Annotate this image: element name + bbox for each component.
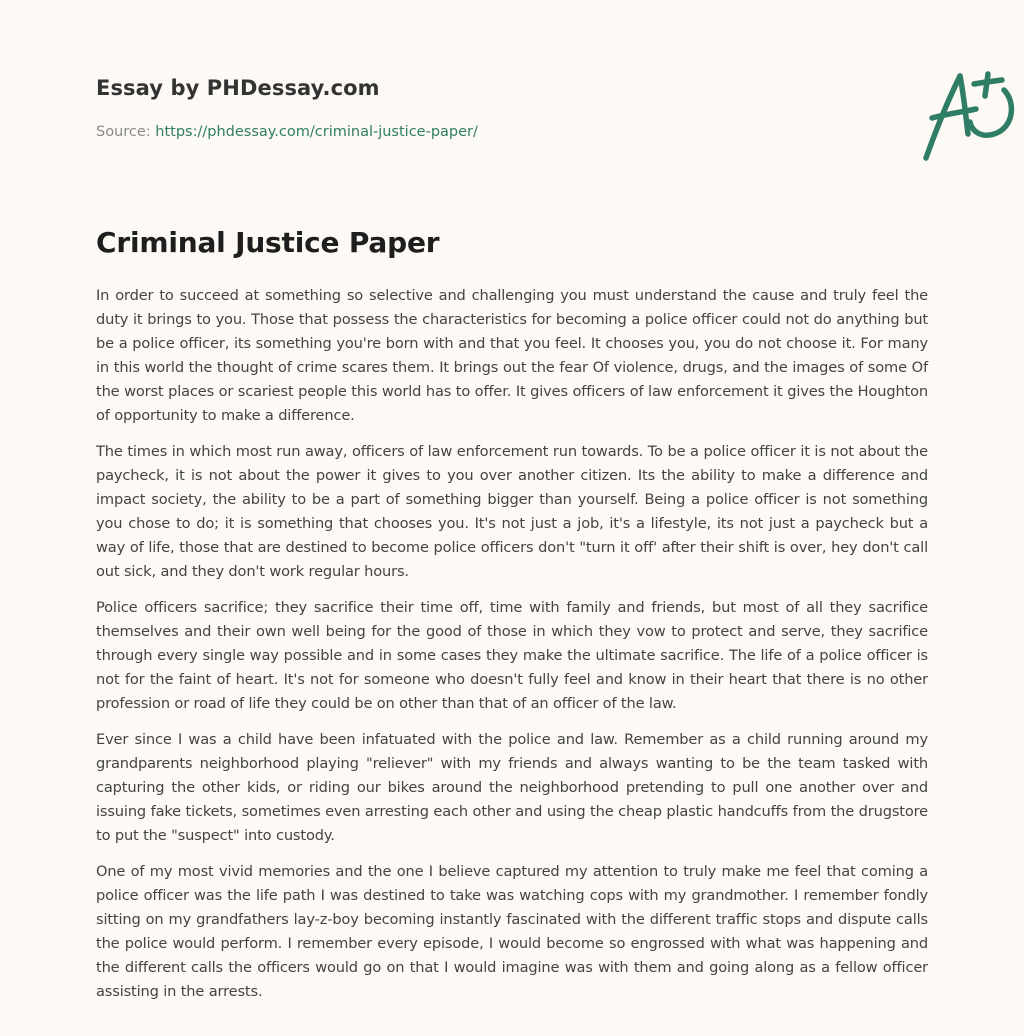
- essay-paragraph: In order to succeed at something so selective and challenging you must understand the cause and truly feel the duty it brings to you. Those that possess the characteristics for becoming a police officer could not do anything but be a police officer, its something you're born with and that you feel. It chooses you, you do not choose it. For many in this world the thought of crime scares them. It brings out the fear Of violence, drugs, and the images of some Of the worst places or scariest people this world has to offer. It gives officers of law enforcement it gives the Houghton of opportunity to make a difference.: [96, 287, 928, 424]
- essay-paragraph: The times in which most run away, officers of law enforcement run towards. To be a police officer it is not about the paycheck, it is not about the power it gives to you over another citizen. Its the ability to make a difference and impact society, the ability to be a part of something bigger than yourself. Being a police officer is not something you chose to do; it is something that chooses you. It's not just a job, it's a lifestyle, its not just a paycheck but a way of life, those that are destined to become police officers don't "turn it off' after their shift is over, hey don't call out sick, and they don't work regular hours.: [96, 443, 928, 580]
- site-brand: Essay by PHDessay.com: [96, 76, 380, 100]
- essay-paragraph: Ever since I was a child have been infatuated with the police and law. Remember as a child running around my grandparents neighborhood playing "reliever" with my friends and always wanting to be the team tasked with capturing the other kids, or riding our bikes around the neighborhood pretending to pull one another over and issuing fake tickets, sometimes even arresting each other and using the cheap plastic handcuffs from the drugstore to put the "suspect" into custody.: [96, 731, 928, 844]
- source-line: [96, 124, 478, 140]
- essay-paragraph: One of my most vivid memories and the one I believe captured my attention to truly make me feel that coming a police officer was the life path I was destined to take was watching cops with my grandmother. I remember fondly sitting on my grandfathers lay-z-boy becoming instantly fascinated with the different traffic stops and dispute calls the police would perform. I remember every episode, I would become so engrossed with what was happening and the different calls the officers would go on that I would imagine was with them and going along as a fellow officer assisting in the arrests.: [96, 863, 928, 1000]
- source-link[interactable]: https://phdessay.com/criminal-justice-paper/: [155, 124, 478, 140]
- essay-paragraph: Police officers sacrifice; they sacrifice their time off, time with family and friends, but most of all they sacrifice themselves and their own well being for the good of those in which they vow to protect and serve, they sacrifice through every single way possible and in some cases they make the ultimate sacrifice. The life of a police officer is not for the faint of heart. It's not for someone who doesn't fully feel and know in their heart that there is no other profession or road of life they could be on other than that of an officer of the law.: [96, 599, 928, 712]
- essay-body: [96, 284, 928, 1016]
- essay-title: Criminal Justice Paper: [96, 226, 440, 259]
- a-plus-grade-icon: [922, 68, 1022, 164]
- source-label: Source:: [96, 124, 156, 140]
